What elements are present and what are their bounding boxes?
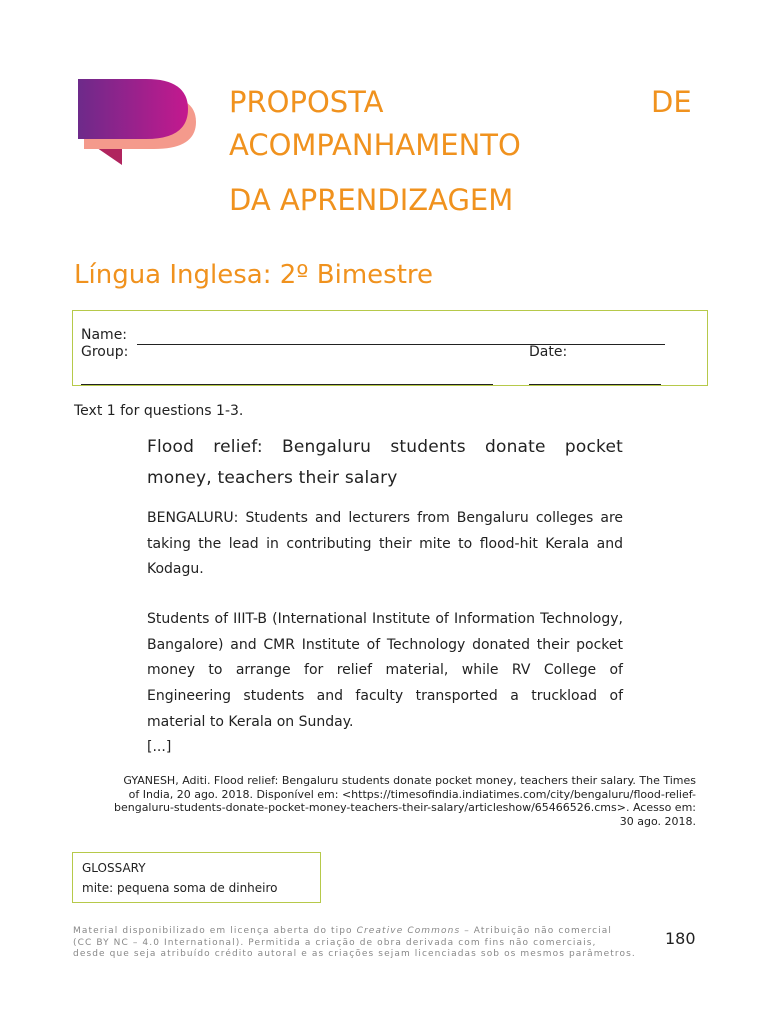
- text-intro: Text 1 for questions 1-3.: [74, 403, 244, 419]
- article-ellipsis: [...]: [147, 739, 172, 755]
- group-label: Group:: [81, 344, 129, 360]
- citation-line: bengaluru-students-donate-pocket-money-teachers-their-salary/articleshow/65466526.cms>. Acesso em:: [113, 801, 696, 814]
- license-line-2: (CC BY NC – 4.0 International). Permitida a criação de obra derivada com fins não comerciais,: [73, 937, 597, 948]
- group-field[interactable]: [81, 384, 493, 385]
- name-label: Name:: [81, 327, 128, 343]
- license-footer: [73, 926, 673, 961]
- name-field[interactable]: [137, 344, 665, 345]
- logo-icon: [78, 77, 198, 167]
- student-info-box: [72, 310, 708, 386]
- glossary-box: [72, 852, 321, 903]
- citation-line: 30 ago. 2018.: [619, 814, 696, 828]
- citation-line: of India, 20 ago. 2018. Disponível em: <https://timesofindia.indiatimes.com/city/bengaluru/flood-relief-: [128, 787, 696, 801]
- date-label: Date:: [529, 344, 568, 360]
- license-line-3: desde que seja atribuído crédito autoral e as criações sejam licenciadas sob os mesmos parâmetros.: [73, 949, 636, 959]
- page-title-line-1-right: DE: [651, 85, 692, 119]
- citation: [74, 774, 696, 828]
- date-field[interactable]: [529, 384, 661, 385]
- page-title-line-1: PROPOSTA: [229, 85, 384, 119]
- article-headline: Flood relief: Bengaluru students donate pocket money, teachers their salary: [147, 437, 623, 488]
- license-line-1: Material disponibilizado em licença aberta do tipo Creative Commons – Atribuição não comercial: [73, 926, 612, 936]
- glossary-title: GLOSSARY: [82, 861, 146, 875]
- article-paragraph-1: BENGALURU: Students and lecturers from Bengaluru colleges are taking the lead in contributing their mite to flood-hit Kerala and Kodagu.: [147, 510, 623, 578]
- glossary-entry: mite: pequena soma de dinheiro: [82, 881, 278, 895]
- citation-line: GYANESH, Aditi. Flood relief: Bengaluru students donate pocket money, teachers their salary. The Times: [123, 774, 696, 787]
- article-paragraph-2: Students of IIIT-B (International Institute of Information Technology, Bangalore) and CMR Institute of Technology donated their pocket money to arrange for relief material, while RV College of Engineering students and faculty transported a truckload of material to Kerala on Sunday.: [147, 611, 623, 730]
- page-title-line-2: ACOMPANHAMENTO: [229, 128, 521, 162]
- page-title-line-3: DA APRENDIZAGEM: [229, 183, 514, 217]
- subject-heading: Língua Inglesa: 2º Bimestre: [74, 260, 434, 290]
- page-number: 180: [665, 929, 696, 948]
